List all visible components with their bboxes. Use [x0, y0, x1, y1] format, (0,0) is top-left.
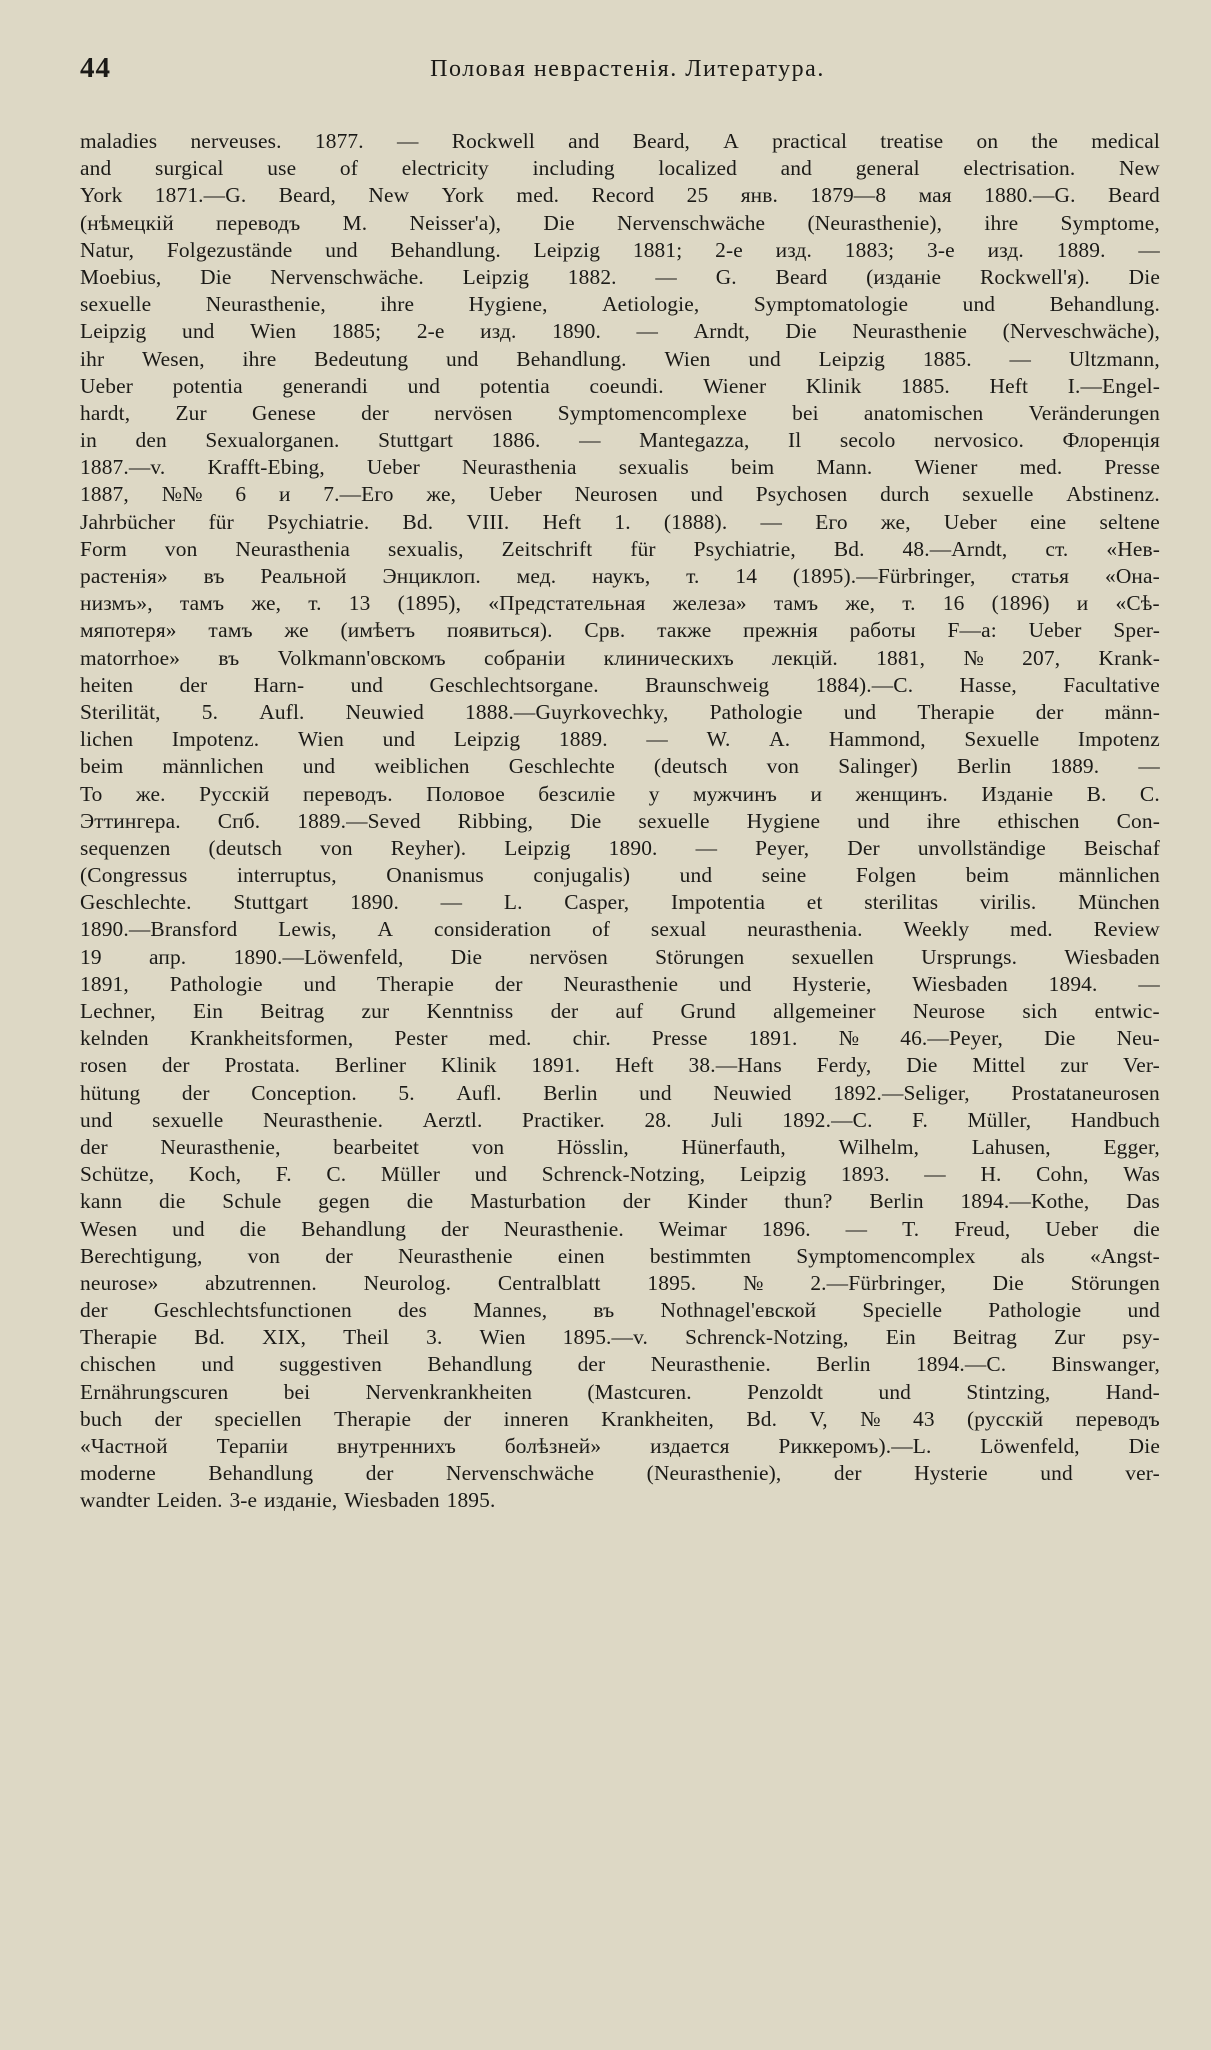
text-line: Schütze, Koch, F. C. Müller und Schrenck-Notzing, Leipzig 1893. — H. Cohn, Was — [80, 1162, 1160, 1187]
text-line: Therapie Bd. XIX, Theil 3. Wien 1895.—v. Schrenck-Notzing, Ein Beitrag Zur psy- — [80, 1325, 1160, 1350]
text-line: Berechtigung, von der Neurasthenie einen bestimmten Symptomencomplex als «Angst- — [80, 1243, 1160, 1268]
text-line: Leipzig und Wien 1885; 2-е изд. 1890. — Arndt, Die Neurasthenie (Nerveschwäche), — [80, 319, 1160, 344]
text-line: buch der speciellen Therapie der inneren Krankheiten, Bd. V, № 43 (русскій переводъ — [80, 1406, 1160, 1431]
text-line: York 1871.—G. Beard, New York med. Record 25 янв. 1879—8 мая 1880.—G. Beard — [80, 183, 1160, 208]
text-line: chischen und suggestiven Behandlung der Neurasthenie. Berlin 1894.—C. Binswanger, — [80, 1352, 1160, 1377]
text-line: Moebius, Die Nervenschwäche. Leipzig 1882. — G. Beard (изданіе Rockwell'я). Die — [80, 264, 1160, 289]
text-line: and surgical use of electricity including localized and general electrisation. New — [80, 156, 1160, 181]
text-line: Ernährungscuren bei Nervenkrankheiten (Mastcuren. Penzoldt und Stintzing, Hand- — [80, 1379, 1160, 1404]
text-line: (Congressus interruptus, Onanismus conjugalis) und seine Folgen beim männlichen — [80, 863, 1160, 888]
text-line: matorrhoe» въ Volkmann'овскомъ собраніи клиническихъ лекцій. 1881, № 207, Krank- — [80, 645, 1160, 670]
text-line: То же. Русскій переводъ. Половое безсиліе у мужчинъ и женщинъ. Изданіе В. С. — [80, 781, 1160, 806]
text-line: Ueber potentia generandi und potentia coeundi. Wiener Klinik 1885. Heft I.—Engel- — [80, 373, 1160, 398]
text-line: Sterilität, 5. Aufl. Neuwied 1888.—Guyrkovechky, Pathologie und Therapie der männ- — [80, 699, 1160, 724]
text-line: kelnden Krankheitsformen, Pester med. chir. Presse 1891. № 46.—Peyer, Die Neu- — [80, 1026, 1160, 1051]
text-line: 19 апр. 1890.—Löwenfeld, Die nervösen Störungen sexuellen Ursprungs. Wiesbaden — [80, 944, 1160, 969]
text-line: 1890.—Bransford Lewis, A consideration of sexual neurasthenia. Weekly med. Review — [80, 917, 1160, 942]
text-line: 1887.—v. Krafft-Ebing, Ueber Neurasthenia sexualis beim Mann. Wiener med. Presse — [80, 455, 1160, 480]
page-header — [80, 52, 1175, 92]
text-line: der Neurasthenie, bearbeitet von Hösslin, Hünerfauth, Wilhelm, Lahusen, Egger, — [80, 1134, 1160, 1159]
page-number: 44 — [80, 52, 111, 84]
text-line: 1887, №№ 6 и 7.—Его же, Ueber Neurosen und Psychosen durch sexuelle Abstinenz. — [80, 482, 1160, 507]
text-line: lichen Impotenz. Wien und Leipzig 1889. — W. A. Hammond, Sexuelle Impotenz — [80, 727, 1160, 752]
bibliography-text — [80, 128, 1160, 1515]
text-line: Geschlechte. Stuttgart 1890. — L. Casper, Impotentia et sterilitas virilis. München — [80, 890, 1160, 915]
text-line: und sexuelle Neurasthenie. Aerztl. Practiker. 28. Juli 1892.—C. F. Müller, Handbuch — [80, 1107, 1160, 1132]
text-line: Wesen und die Behandlung der Neurasthenie. Weimar 1896. — T. Freud, Ueber die — [80, 1216, 1160, 1241]
text-line: 1891, Pathologie und Therapie der Neurasthenie und Hysterie, Wiesbaden 1894. — — [80, 971, 1160, 996]
text-line: Jahrbücher für Psychiatrie. Bd. VIII. Heft 1. (1888). — Его же, Ueber eine seltene — [80, 509, 1160, 534]
text-line: maladies nerveuses. 1877. — Rockwell and Beard, A practical treatise on the medical — [80, 129, 1160, 153]
text-line: heiten der Harn- und Geschlechtsorgane. Braunschweig 1884).—C. Hasse, Facultative — [80, 672, 1160, 697]
text-line: wandter Leiden. 3-е изданіе, Wiesbaden 1895. — [80, 1488, 496, 1513]
text-line: ihr Wesen, ihre Bedeutung und Behandlung. Wien und Leipzig 1885. — Ultzmann, — [80, 346, 1160, 371]
text-line: Lechner, Ein Beitrag zur Kenntniss der auf Grund allgemeiner Neurose sich entwic- — [80, 999, 1160, 1023]
text-line: мяпотеря» тамъ же (имѣетъ появиться). Срв. также прежнія работы F—a: Ueber Sper- — [80, 618, 1160, 643]
text-line: растенія» въ Реальной Энциклоп. мед. наукъ, т. 14 (1895).—Fürbringer, статья «Она- — [80, 564, 1160, 588]
text-line: sequenzen (deutsch von Reyher). Leipzig 1890. — Peyer, Der unvollständige Beischaf — [80, 835, 1160, 860]
text-line: Эттингера. Спб. 1889.—Seved Ribbing, Die sexuelle Hygiene und ihre ethischen Con- — [80, 808, 1160, 833]
text-line: beim männlichen und weiblichen Geschlechte (deutsch von Salinger) Berlin 1889. — — [80, 754, 1160, 779]
text-line: neurose» abzutrennen. Neurolog. Centralblatt 1895. № 2.—Fürbringer, Die Störungen — [80, 1270, 1160, 1295]
text-line: sexuelle Neurasthenie, ihre Hygiene, Aetiologie, Symptomatologie und Behandlung. — [80, 292, 1160, 317]
text-line: moderne Behandlung der Nervenschwäche (Neurasthenie), der Hysterie und ver- — [80, 1461, 1160, 1486]
text-line: низмъ», тамъ же, т. 13 (1895), «Предстательная железа» тамъ же, т. 16 (1896) и «Сѣ- — [80, 591, 1160, 616]
text-line: hütung der Conception. 5. Aufl. Berlin und Neuwied 1892.—Seliger, Prostataneurosen — [80, 1080, 1160, 1105]
text-line: Natur, Folgezustände und Behandlung. Leipzig 1881; 2-e изд. 1883; 3-e изд. 1889. — — [80, 237, 1160, 262]
text-line: der Geschlechtsfunctionen des Mannes, въ Nothnagel'евской Specielle Pathologie und — [80, 1298, 1160, 1323]
text-line: in den Sexualorganen. Stuttgart 1886. — Mantegazza, Il secolo nervosico. Флоренція — [80, 428, 1160, 453]
text-line: rosen der Prostata. Berliner Klinik 1891. Heft 38.—Hans Ferdy, Die Mittel zur Ver- — [80, 1053, 1160, 1078]
text-line: kann die Schule gegen die Masturbation der Kinder thun? Berlin 1894.—Kothe, Das — [80, 1189, 1160, 1214]
text-line: hardt, Zur Genese der nervösen Symptomencomplexe bei anatomischen Veränderungen — [80, 400, 1160, 425]
text-line: «Частной Терапіи внутреннихъ болѣзней» издается Риккеромъ).—L. Löwenfeld, Die — [80, 1434, 1160, 1458]
running-title: Половая неврастенія. Литература. — [430, 56, 825, 82]
text-line: (нѣмецкій переводъ M. Neisser'a), Die Nervenschwäche (Neurasthenie), ihre Symptome, — [80, 210, 1160, 235]
text-line: Form von Neurasthenia sexualis, Zeitschrift für Psychiatrie, Bd. 48.—Arndt, ст. «Нев- — [80, 536, 1160, 561]
